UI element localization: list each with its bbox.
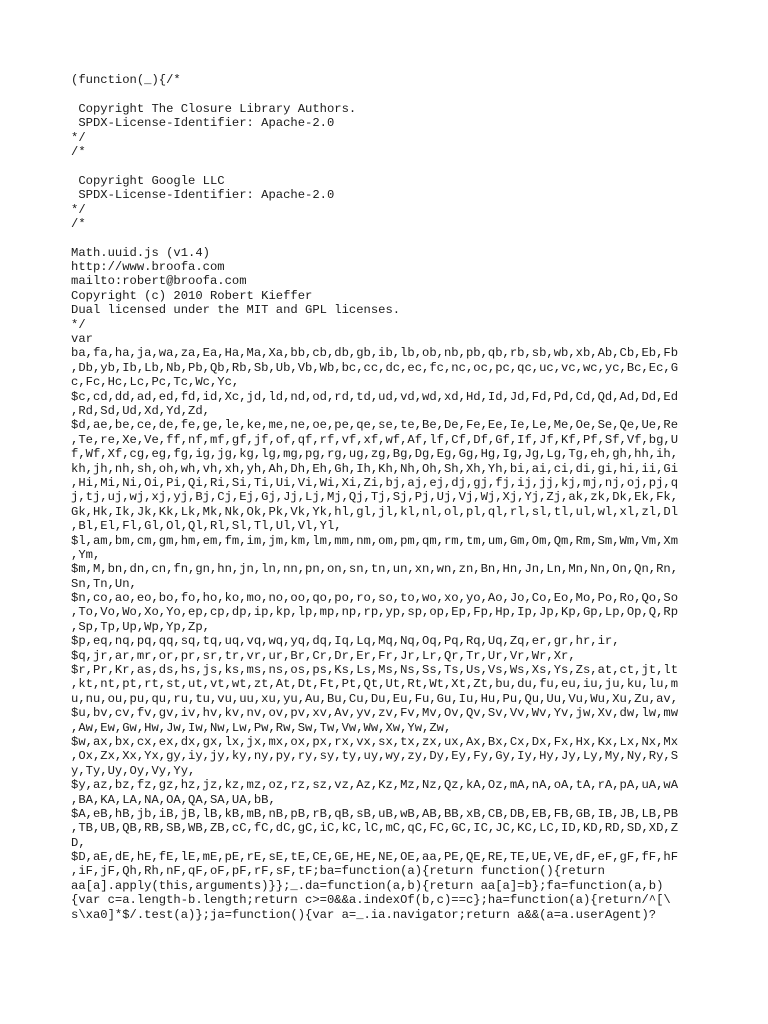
code-line: Copyright (c) 2010 Robert Kieffer — [71, 288, 313, 303]
code-line: Sn,Tn,Un, — [71, 576, 137, 591]
code-line: ,Aw,Ew,Gw,Hw,Jw,Iw,Nw,Lw,Pw,Rw,Sw,Tw,Vw,Ww,Xw,Yw,Zw, — [71, 720, 452, 735]
code-line: $p,eq,nq,pq,qq,sq,tq,uq,vq,wq,yq,dq,Iq,Lq,Mq,Nq,Oq,Pq,Rq,Uq,Zq,er,gr,hr,ir, — [71, 634, 620, 649]
code-line: ,BA,KA,LA,NA,OA,QA,SA,UA,bB, — [71, 792, 276, 807]
code-line: Math.uuid.js (v1.4) — [71, 245, 210, 260]
code-line: ,Ox,Zx,Xx,Yx,gy,iy,jy,ky,ny,py,ry,sy,ty,uy,wy,zy,Dy,Ey,Fy,Gy,Iy,Hy,Jy,Ly,My,Ny,Ry,S — [71, 749, 679, 764]
code-line: Dual licensed under the MIT and GPL licenses. — [71, 303, 401, 318]
code-line — [71, 159, 701, 173]
code-line: $m,M,bn,dn,cn,fn,gn,hn,jn,ln,nn,pn,on,sn,tn,un,xn,wn,zn,Bn,Hn,Jn,Ln,Mn,Nn,On,Qn,Rn, — [71, 562, 679, 577]
code-line: $y,az,bz,fz,gz,hz,jz,kz,mz,oz,rz,sz,vz,Az,Kz,Mz,Nz,Qz,kA,Oz,mA,nA,oA,tA,rA,pA,uA,wA — [71, 778, 679, 793]
code-line: mailto:robert@broofa.com — [71, 274, 247, 289]
code-line: Copyright Google LLC — [71, 173, 225, 188]
code-line: /* — [71, 216, 86, 231]
code-text — [71, 73, 701, 922]
code-line — [71, 87, 701, 101]
code-line: f,Wf,Xf,cg,eg,fg,ig,jg,kg,lg,mg,pg,rg,ug,zg,Bg,Dg,Eg,Gg,Hg,Ig,Jg,Lg,Tg,eh,gh,hh,ih, — [71, 447, 679, 462]
code-line: ,Db,yb,Ib,Lb,Nb,Pb,Qb,Rb,Sb,Ub,Vb,Wb,bc,cc,dc,ec,fc,nc,oc,pc,qc,uc,vc,wc,yc,Bc,Ec,G — [71, 360, 679, 375]
code-line: */ — [71, 202, 86, 217]
code-line: SPDX-License-Identifier: Apache-2.0 — [71, 188, 335, 203]
code-line: ,Hi,Mi,Ni,Oi,Pi,Qi,Ri,Si,Ti,Ui,Vi,Wi,Xi,Zi,bj,aj,ej,dj,gj,fj,ij,jj,kj,mj,nj,oj,pj,q — [71, 475, 679, 490]
code-line: c,Fc,Hc,Lc,Pc,Tc,Wc,Yc, — [71, 375, 240, 390]
code-line: $c,cd,dd,ad,ed,fd,id,Xc,jd,ld,nd,od,rd,td,ud,vd,wd,xd,Hd,Id,Jd,Fd,Pd,Cd,Qd,Ad,Dd,Ed — [71, 389, 679, 404]
code-line: ,Rd,Sd,Ud,Xd,Yd,Zd, — [71, 403, 210, 418]
code-line: /* — [71, 144, 86, 159]
code-line: ,To,Vo,Wo,Xo,Yo,ep,cp,dp,ip,kp,lp,mp,np,rp,yp,sp,op,Ep,Fp,Hp,Ip,Jp,Kp,Gp,Lp,Op,Q,Rp — [71, 605, 679, 620]
code-line: ,Sp,Tp,Up,Wp,Yp,Zp, — [71, 619, 210, 634]
code-line: ,TB,UB,QB,RB,SB,WB,ZB,cC,fC,dC,gC,iC,kC,lC,mC,qC,FC,GC,IC,JC,KC,LC,ID,KD,RD,SD,XD,Z — [71, 821, 679, 836]
code-line — [71, 231, 701, 245]
code-line: (function(_){/* — [71, 73, 181, 87]
code-line: u,nu,ou,pu,qu,ru,tu,vu,uu,xu,yu,Au,Bu,Cu,Du,Eu,Fu,Gu,Iu,Hu,Pu,Qu,Uu,Vu,Wu,Xu,Zu,av, — [71, 691, 679, 706]
code-line: ba,fa,ha,ja,wa,za,Ea,Ha,Ma,Xa,bb,cb,db,gb,ib,lb,ob,nb,pb,qb,rb,sb,wb,xb,Ab,Cb,Eb,Fb — [71, 346, 679, 361]
code-line: {var c=a.length-b.length;return c>=0&&a.indexOf(b,c)==c};ha=function(a){return/^[\ — [71, 893, 671, 908]
code-line: s\xa0]*$/.test(a)};ja=function(){var a=_.ia.navigator;return a&&(a=a.userAgent)? — [71, 907, 657, 922]
code-line: kh,jh,nh,sh,oh,wh,vh,xh,yh,Ah,Dh,Eh,Gh,Ih,Kh,Nh,Oh,Sh,Xh,Yh,bi,ai,ci,di,gi,hi,ii,Gi — [71, 461, 679, 476]
code-line: ,Bl,El,Fl,Gl,Ol,Ql,Rl,Sl,Tl,Ul,Vl,Yl, — [71, 519, 342, 534]
code-line: */ — [71, 130, 86, 145]
code-line: Copyright The Closure Library Authors. — [71, 101, 357, 116]
code-line: $A,eB,hB,jb,iB,jB,lB,kB,mB,nB,pB,rB,qB,sB,uB,wB,AB,BB,xB,CB,DB,EB,FB,GB,IB,JB,LB,PB — [71, 806, 679, 821]
code-line: SPDX-License-Identifier: Apache-2.0 — [71, 116, 335, 131]
code-line: $r,Pr,Kr,as,ds,hs,js,ks,ms,ns,os,ps,Ks,Ls,Ms,Ns,Ss,Ts,Us,Vs,Ws,Xs,Ys,Zs,at,ct,jt,lt — [71, 663, 679, 678]
code-line: $q,jr,ar,mr,or,pr,sr,tr,vr,ur,Br,Cr,Dr,Er,Fr,Jr,Lr,Qr,Tr,Ur,Vr,Wr,Xr, — [71, 648, 576, 663]
code-line: ,Ym, — [71, 547, 101, 562]
code-line: ,kt,nt,pt,rt,st,ut,vt,wt,zt,At,Dt,Ft,Pt,Qt,Ut,Rt,Wt,Xt,Zt,bu,du,fu,eu,iu,ju,ku,lu,m — [71, 677, 679, 692]
code-line: $D,aE,dE,hE,fE,lE,mE,pE,rE,sE,tE,CE,GE,HE,NE,OE,aa,PE,QE,RE,TE,UE,VE,dF,eF,gF,fF,hF — [71, 850, 679, 865]
code-line: $u,bv,cv,fv,gv,iv,hv,kv,nv,ov,pv,xv,Av,yv,zv,Fv,Mv,Ov,Qv,Sv,Vv,Wv,Yv,jw,Xv,dw,lw,mw — [71, 706, 679, 721]
code-line: Gk,Hk,Ik,Jk,Kk,Lk,Mk,Nk,Ok,Pk,Vk,Yk,hl,gl,jl,kl,nl,ol,pl,ql,rl,sl,tl,ul,wl,xl,zl,Dl — [71, 504, 679, 519]
code-line: */ — [71, 317, 86, 332]
code-line: http://www.broofa.com — [71, 260, 225, 275]
code-line: j,tj,uj,wj,xj,yj,Bj,Cj,Ej,Gj,Jj,Lj,Mj,Qj,Tj,Sj,Pj,Uj,Vj,Wj,Xj,Yj,Zj,ak,zk,Dk,Ek,Fk, — [71, 490, 679, 505]
code-line: $d,ae,be,ce,de,fe,ge,le,ke,me,ne,oe,pe,qe,se,te,Be,De,Fe,Ee,Ie,Le,Me,Oe,Se,Qe,Ue,Re — [71, 418, 679, 433]
code-line: $l,am,bm,cm,gm,hm,em,fm,im,jm,km,lm,mm,nm,om,pm,qm,rm,tm,um,Gm,Om,Qm,Rm,Sm,Wm,Vm,Xm — [71, 533, 679, 548]
code-line: ,Te,re,Xe,Ve,ff,nf,mf,gf,jf,of,qf,rf,vf,xf,wf,Af,lf,Cf,Df,Gf,If,Jf,Kf,Pf,Sf,Vf,bg,U — [71, 432, 679, 447]
code-line: $w,ax,bx,cx,ex,dx,gx,lx,jx,mx,ox,px,rx,vx,sx,tx,zx,ux,Ax,Bx,Cx,Dx,Fx,Hx,Kx,Lx,Nx,Mx — [71, 734, 679, 749]
code-line: aa[a].apply(this,arguments)}};_.da=function(a,b){return aa[a]=b};fa=function(a,b) — [71, 878, 664, 893]
code-line: y,Ty,Uy,Oy,Vy,Yy, — [71, 763, 196, 778]
code-line: ,iF,jF,Qh,Rh,nF,qF,oF,pF,rF,sF,tF;ba=function(a){return function(){return — [71, 864, 605, 879]
code-line: $n,co,ao,eo,bo,fo,ho,ko,mo,no,oo,qo,po,ro,so,to,wo,xo,yo,Ao,Jo,Co,Eo,Mo,Po,Ro,Qo,So — [71, 591, 679, 606]
code-line: D, — [71, 835, 86, 850]
code-line: var — [71, 332, 93, 347]
